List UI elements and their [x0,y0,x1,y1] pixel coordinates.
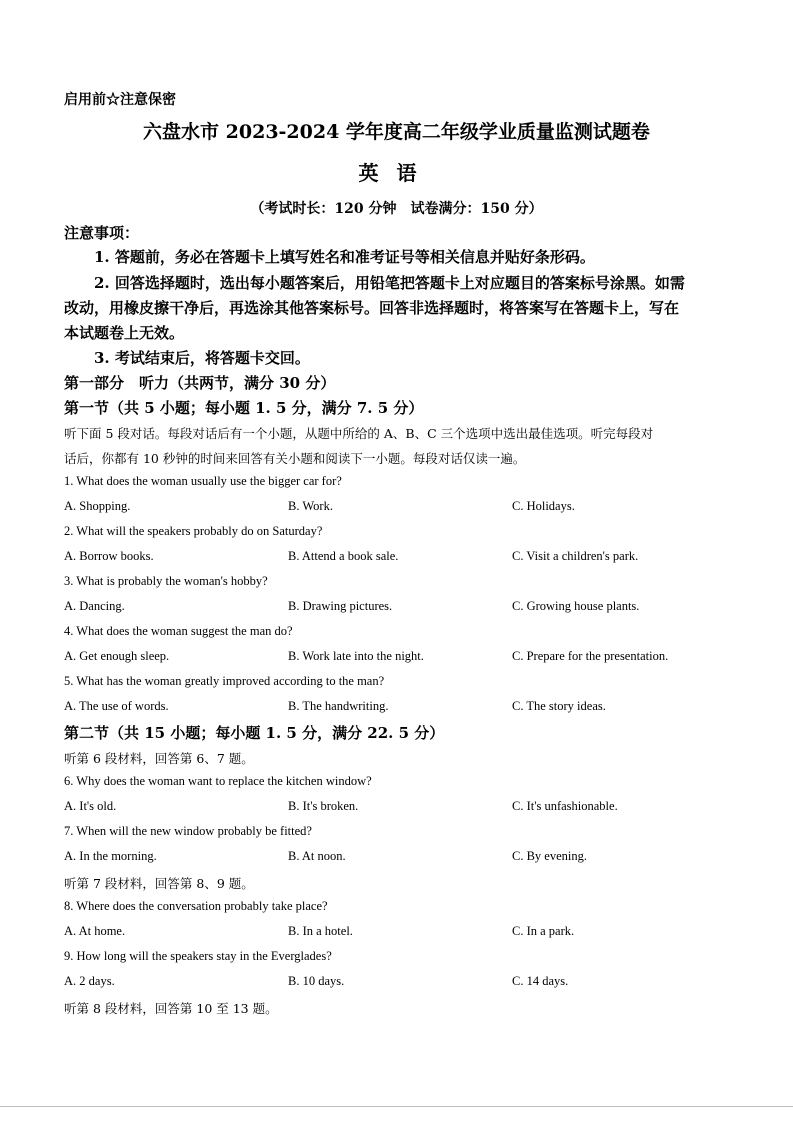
question-3-options [64,599,764,617]
option-b: B. 10 days. [288,974,345,988]
option-a: A. Dancing. [64,599,125,613]
option-b: B. Attend a book sale. [288,549,399,563]
question-3: 3. What is probably the woman's hobby? [64,574,268,588]
confidential-label: 启用前☆注意保密 [64,92,176,108]
option-a: A. Shopping. [64,499,131,513]
material-7-instruction: 听第 7 段材料，回答第 8、9 题。 [64,876,254,891]
option-c: C. Growing house plants. [512,599,640,613]
question-7: 7. When will the new window probably be fitted? [64,824,312,838]
option-c: C. Prepare for the presentation. [512,649,669,663]
option-b: B. Work. [288,499,333,513]
question-4-options [64,649,764,667]
question-1-options [64,499,764,517]
option-c: C. Holidays. [512,499,575,513]
question-7-options [64,849,764,867]
option-b: B. It's broken. [288,799,359,813]
note-item-2: 2. 回答选择题时，选出每小题答案后，用铅笔把答题卡上对应题目的答案标号涂黑。如需 [94,274,685,292]
option-a: A. Borrow books. [64,549,154,563]
option-a: A. At home. [64,924,126,938]
question-5-options [64,699,764,717]
question-4: 4. What does the woman suggest the man do? [64,624,293,638]
subject-title: 英语 [358,161,435,185]
option-c: C. Visit a children's park. [512,549,639,563]
material-8-instruction: 听第 8 段材料，回答第 10 至 13 题。 [64,1001,278,1016]
note-item-2-end: 本试题卷上无效。 [64,324,185,342]
note-item-2-cont: 改动，用橡皮擦干净后，再选涂其他答案标号。回答非选择题时，将答案写在答题卡上，写在 [64,299,680,317]
option-c: C. By evening. [512,849,587,863]
option-c: C. It's unfashionable. [512,799,618,813]
exam-title: 六盘水市 2023-2024 学年度高二年级学业质量监测试题卷 [143,121,650,143]
question-8-options [64,924,764,942]
option-c: C. 14 days. [512,974,569,988]
question-6: 6. Why does the woman want to replace the kitchen window? [64,774,372,788]
option-a: A. Get enough sleep. [64,649,170,663]
notes-heading: 注意事项： [64,224,140,242]
option-b: B. The handwriting. [288,699,389,713]
option-b: B. At noon. [288,849,346,863]
question-9: 9. How long will the speakers stay in the Everglades? [64,949,332,963]
option-b: B. Drawing pictures. [288,599,393,613]
question-6-options [64,799,764,817]
exam-info: （考试时长：120 分钟 试卷满分：150 分） [250,201,543,217]
question-5: 5. What has the woman greatly improved according to the man? [64,674,385,688]
section1-instruction: 听下面 5 段对话。每段对话后有一个小题，从题中所给的 A、B、C 三个选项中选出最佳选项。听完每段对 [64,426,654,441]
option-c: C. The story ideas. [512,699,606,713]
section1-instruction-cont: 话后，你都有 10 秒钟的时间来回答有关小题和阅读下一小题。每段对话仅读一遍。 [64,451,526,466]
question-2-options [64,549,764,567]
option-b: B. Work late into the night. [288,649,424,663]
option-b: B. In a hotel. [288,924,353,938]
option-a: A. It's old. [64,799,117,813]
note-item-1: 1. 答题前，务必在答题卡上填写姓名和准考证号等相关信息并贴好条形码。 [94,248,595,266]
section1-title: 第一节（共 5 小题；每小题 1. 5 分，满分 7. 5 分） [64,399,424,417]
note-item-3: 3. 考试结束后，将答题卡交回。 [94,349,310,367]
section2-title: 第二节（共 15 小题；每小题 1. 5 分，满分 22. 5 分） [64,724,445,742]
material-6-instruction: 听第 6 段材料，回答第 6、7 题。 [64,751,254,766]
question-2: 2. What will the speakers probably do on Saturday? [64,524,323,538]
page-bottom-divider [0,1106,793,1107]
question-8: 8. Where does the conversation probably take place? [64,899,328,913]
question-1: 1. What does the woman usually use the bigger car for? [64,474,342,488]
question-9-options [64,974,764,992]
option-a: A. The use of words. [64,699,169,713]
option-a: A. In the morning. [64,849,157,863]
option-c: C. In a park. [512,924,575,938]
part1-title: 第一部分 听力（共两节，满分 30 分） [64,374,336,392]
option-a: A. 2 days. [64,974,115,988]
